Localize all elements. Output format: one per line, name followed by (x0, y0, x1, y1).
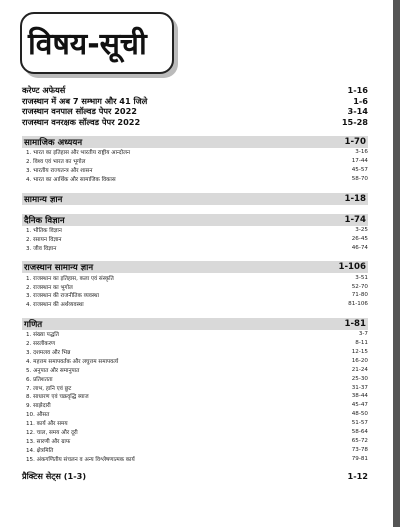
list-item-label: 2. सरलीकरण (26, 341, 56, 348)
section-header-pages: 1-106 (338, 262, 366, 273)
list-item-pages: 71-80 (351, 292, 368, 299)
list-item-pages: 21-24 (351, 366, 368, 373)
list-item (22, 291, 368, 300)
top-entry-label: राजस्थान वनपाल सॉल्वड पेपर 2022 (22, 106, 137, 116)
list-item-pages: 38-44 (351, 393, 368, 400)
list-item-label: 3. दशमलव और भिन्न (26, 350, 71, 357)
section-header (22, 261, 368, 273)
list-item-label: 8. साधारण एवं चक्रवृद्धि ब्याज (26, 394, 89, 401)
list-item-label: 5. अनुपात और समानुपात (26, 367, 80, 374)
list-item (22, 436, 368, 445)
list-item-pages: 48-50 (351, 411, 368, 418)
section-header (22, 193, 368, 205)
list-item (22, 365, 368, 374)
list-item-pages: 45-47 (351, 402, 368, 409)
list-item-pages: 81-106 (348, 301, 368, 308)
list-item-pages: 26-45 (351, 235, 368, 242)
top-entry-label: राजस्थान में अब 7 सम्भाग और 41 जिले (22, 95, 148, 106)
top-entry (22, 85, 368, 96)
practice-sets-entry-pages: 1-12 (347, 471, 368, 482)
list-item-pages: 46-74 (351, 244, 368, 251)
list-item (22, 401, 368, 410)
section-header-pages: 1-74 (344, 214, 366, 225)
top-entry (22, 117, 368, 128)
list-item (22, 330, 368, 339)
list-item (22, 419, 368, 428)
list-item-label: 3. भारतीय राज्यतन्त्र और शासन (26, 168, 93, 175)
section-header-pages: 1-81 (344, 318, 366, 329)
list-item-label: 11. कार्य और समय (26, 421, 68, 428)
list-item (22, 300, 368, 309)
top-entry-label: करेण्ट अफेयर्स (22, 85, 66, 95)
list-item-label: 2. रसायन विज्ञान (26, 236, 62, 243)
section-header (22, 136, 368, 148)
top-entry-pages: 3-14 (347, 106, 368, 116)
list-item-pages: 51-57 (351, 420, 368, 427)
list-item-label: 2. विश्व एवं भारत का भूगोल (26, 159, 86, 166)
list-item-label: 4. महत्तम समापवर्तक और लघुत्तम समापवर्त्य (26, 358, 119, 365)
list-item-pages: 3-7 (358, 331, 368, 338)
list-item-label: 13. सारणी और ग्राफ (26, 438, 71, 445)
section-header-label: राजस्थान सामान्य ज्ञान (24, 263, 94, 274)
list-item (22, 445, 368, 454)
practice-sets-entry (22, 471, 368, 482)
top-entry (22, 106, 368, 117)
list-item-pages: 17-44 (351, 158, 368, 165)
top-entry-pages: 15-28 (341, 116, 368, 127)
list-item-pages: 52-70 (351, 283, 368, 290)
list-item (22, 339, 368, 348)
list-item-label: 4. राजस्थान की अर्थव्यवस्था (26, 302, 84, 309)
list-item (22, 273, 368, 282)
section-header-label: सामान्य ज्ञान (24, 194, 63, 205)
list-item-label: 7. लाभ, हानि एवं छूट (26, 385, 72, 392)
list-item-label: 14. क्षेत्रमिति (26, 447, 54, 454)
section-header (22, 318, 368, 330)
top-entry (22, 96, 368, 107)
list-item-pages: 45-57 (351, 167, 368, 174)
list-item-label: 10. औसत (26, 412, 50, 419)
list-item (22, 383, 368, 392)
section-header-label: सामाजिक अध्ययन (24, 138, 83, 148)
list-item-pages: 31-37 (351, 384, 368, 391)
list-item-label: 4. भारत का आर्थिक और सामाजिक विकास (26, 177, 116, 184)
list-item (22, 348, 368, 357)
list-item (22, 374, 368, 383)
list-item (22, 282, 368, 291)
list-item (22, 392, 368, 401)
list-item-pages: 3-25 (355, 227, 368, 233)
list-item-label: 1. भारत का इतिहास और भारतीय राष्ट्रीय आन्दोलन (26, 150, 130, 157)
top-entry-pages: 1-6 (353, 95, 368, 106)
list-item (22, 148, 368, 157)
list-item (22, 356, 368, 365)
top-entry-pages: 1-16 (347, 85, 368, 95)
list-item-label: 1. राजस्थान का इतिहास, कला एवं संस्कृति (26, 275, 114, 282)
list-item-pages: 65-72 (351, 437, 368, 444)
table-of-contents (22, 85, 368, 482)
list-item-label: 1. संख्या पद्धति (26, 332, 59, 339)
section-header-label: गणित (24, 319, 43, 330)
list-item-label: 6. प्रतिशतता (26, 376, 53, 383)
list-item (22, 175, 368, 184)
page-edge-bar (393, 0, 400, 527)
list-item-pages: 3-16 (355, 149, 368, 156)
list-item-label: 2. राजस्थान का भूगोल (26, 284, 73, 291)
list-item-pages: 16-20 (351, 357, 368, 364)
list-item-pages: 8-11 (355, 340, 368, 347)
list-item (22, 166, 368, 175)
list-item-pages: 3-51 (355, 274, 368, 281)
list-item-pages: 12-15 (351, 349, 368, 356)
practice-sets-entry-label: प्रैक्टिस सेट्स (1-3) (22, 471, 87, 482)
section-header-pages: 1-70 (344, 137, 366, 147)
list-item-label: 1. भौतिक विज्ञान (26, 228, 62, 234)
section-header (22, 214, 368, 226)
list-item (22, 454, 368, 463)
list-item-label: 12. चाल, समय और दूरी (26, 430, 78, 437)
list-item (22, 157, 368, 166)
section-header-pages: 1-18 (344, 193, 366, 204)
list-item-label: 3. राजस्थान की राजनीतिक व्यवस्था (26, 293, 100, 300)
section-header-label: दैनिक विज्ञान (24, 215, 65, 226)
page-title: विषय-सूची (28, 27, 147, 62)
list-item-pages: 58-64 (351, 429, 368, 436)
list-item (22, 428, 368, 437)
list-item (22, 226, 368, 235)
list-item (22, 243, 368, 252)
list-item-pages: 73-78 (351, 446, 368, 453)
list-item-label: 9. साझेदारी (26, 403, 51, 410)
list-item-pages: 25-30 (351, 375, 368, 382)
list-item-pages: 79-81 (351, 455, 368, 462)
list-item (22, 234, 368, 243)
list-item (22, 410, 368, 419)
top-entry-label: राजस्थान वनरक्षक सॉल्वड पेपर 2022 (22, 116, 141, 127)
list-item-pages: 58-70 (351, 176, 368, 183)
list-item-label: 3. जीव विज्ञान (26, 245, 57, 252)
list-item-label: 15. अंकगणितीय संचलन व अन्य विश्लेषणात्मक कार्य (26, 456, 135, 463)
